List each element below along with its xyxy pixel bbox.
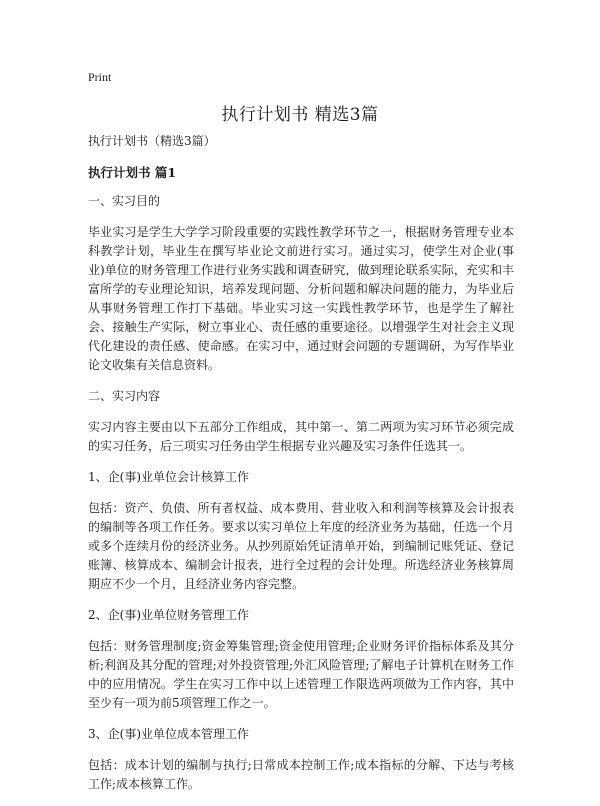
page-title: 执行计划书 精选3篇 xyxy=(221,105,379,125)
paragraph: 实习内容主要由以下五部分工作组成，其中第一、第二两项为实习环节必须完成的实习任务，后三项实习任务由学生根据专业兴趣及实习条件任选其一。 xyxy=(88,420,514,453)
section-heading: 一、实习目的 xyxy=(88,194,161,208)
section-heading: 2、企(事)业单位财务管理工作 xyxy=(88,608,249,622)
section-heading: 3、企(事)业单位成本管理工作 xyxy=(88,727,249,741)
section-heading: 二、实习内容 xyxy=(88,389,161,403)
paragraph: 包括：财务管理制度;资金筹集管理;资金使用管理;企业财务评价指标体系及其分析;利润及其分配的管理;对外投资管理;外汇风险管理;了解电子计算机在财务工作中的应用情况。学生在实习工作中以上述管理工作限选两项做为工作内容，其中至少有一项为前5项管理工作之一。 xyxy=(88,639,514,710)
document-body xyxy=(88,132,514,806)
document-subtitle: 执行计划书（精选3篇） xyxy=(88,134,216,148)
paragraph: 包括：资产、负债、所有者权益、成本费用、营业收入和利润等核算及会计报表的编制等各项工作任务。要求以实习单位上年度的经济业务为基础，任选一个月或多个连续月份的经济业务。从抄列原始凭证清单开始，到编制记账凭证、登记账簿、核算成本、编制会计报表，进行全过程的会计处理。所选经济业务核算周期应不少一个月，且经济业务内容完整。 xyxy=(88,501,514,591)
section-title: 执行计划书 篇1 xyxy=(88,165,177,180)
paragraph: 毕业实习是学生大学学习阶段重要的实践性教学环节之一，根据财务管理专业本科教学计划，毕业生在撰写毕业论文前进行实习。通过实习，使学生对企业(事业)单位的财务管理工作进行业务实践和调查研究，做到理论联系实际，充实和丰富所学的专业理论知识，培养发现问题、分析问题和解决问题的能力，为毕业后从事财务管理工作打下基础。毕业实习这一实践性教学环节，也是学生了解社会、接触生产实际，树立事业心、责任感的重要途径。以增强学生对社会主义现代化建设的责任感、使命感。在实习中，通过财会问题的专题调研，为写作毕业论文收集有关信息资料。 xyxy=(88,225,514,372)
section-heading: 1、企(事)业单位会计核算工作 xyxy=(88,470,249,484)
paragraph: 包括：成本计划的编制与执行;日常成本控制工作;成本指标的分解、下达与考核工作;成本核算工作。 xyxy=(88,758,514,791)
print-link[interactable]: Print xyxy=(88,70,112,84)
